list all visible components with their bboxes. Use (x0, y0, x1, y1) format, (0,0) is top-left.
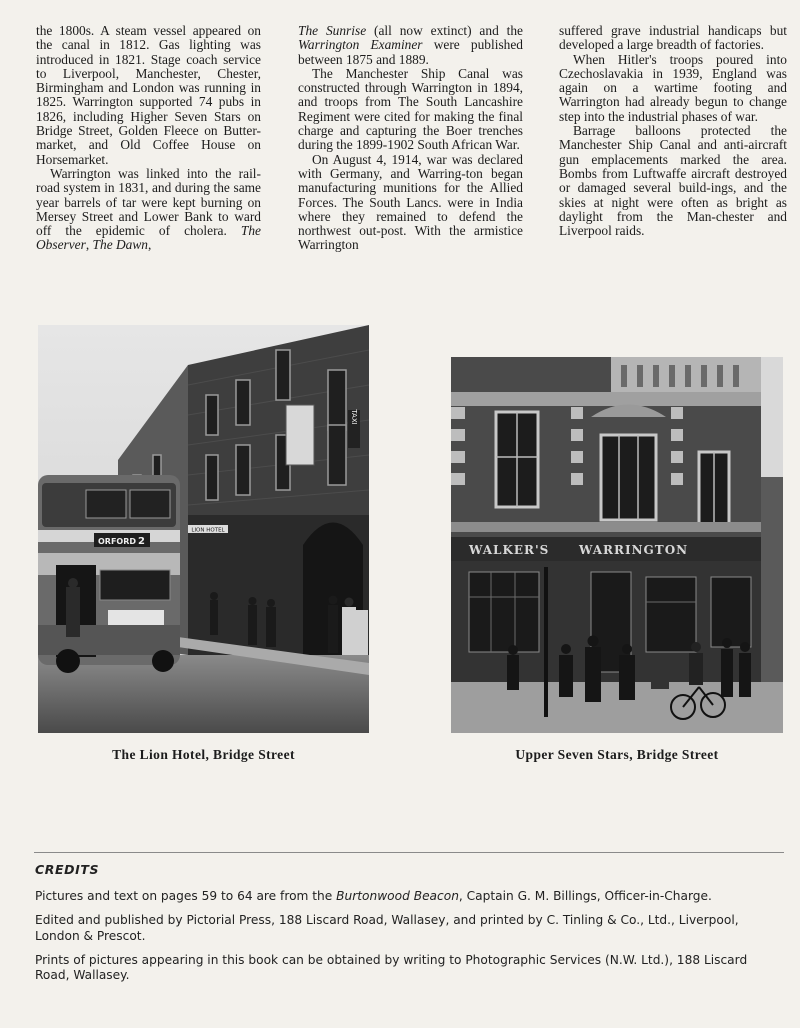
credits-publisher: Edited and published by Pictorial Press, 188 Liscard Road, Wallasey, and printed by C. Tinling & Co., Ltd., Liverpool, London & Prescot. (35, 913, 739, 943)
paragraph: Warrington was linked into the rail-road system in 1831, and during the same year barrels of tar were kept burning on Mersey Street and Lower Bank to ward off the epidemic of cholera. The Observer, The Dawn, (36, 165, 261, 253)
paragraph: suffered grave industrial handicaps but developed a large breadth of factories. (559, 24, 787, 53)
photo-caption-lion-hotel: The Lion Hotel, Bridge Street (112, 747, 295, 762)
paragraph: Barrage balloons protected the Manchester Ship Canal and anti-aircraft gun emplacements marked the area. Bombs from Luftwaffe aircraft destroyed or damaged several build-ings, and the skies at night were often as bright as daylight from the Man-chester and Liverpool raids. (559, 123, 787, 239)
text-column-1 (36, 24, 261, 274)
publication-title: The Dawn (92, 237, 148, 253)
bus-destination: ORFORD (98, 537, 137, 546)
lion-hotel-photo (38, 325, 369, 733)
photo-caption-seven-stars: Upper Seven Stars, Bridge Street (515, 747, 719, 762)
paragraph: On August 4, 1914, war was declared with Germany, and Warring-ton began manufacturing munitions for the Allied Forces. The South Lancs. were in India where they remained to defend the northwest out-post. With the armistice Warrington (298, 151, 523, 253)
publication-title: The Sunrise (298, 24, 367, 38)
publication-title: Warrington Examiner (298, 37, 423, 53)
credits-divider (34, 852, 784, 853)
credits-prints-info: Prints of pictures appearing in this book can be obtained by writing to Photographic Services (N.W. Ltd.), 188 Liscard Road, Wallasey. (35, 952, 748, 983)
credits-section (35, 862, 785, 992)
hotel-sign: LION HOTEL (191, 527, 225, 534)
publication-title: The Observer (36, 223, 261, 253)
bus-illustration (38, 475, 180, 673)
publication-title: Burtonwood Beacon (336, 889, 459, 904)
text-column-3 (559, 24, 787, 274)
paragraph: The Sunrise (all now extinct) and the Warrington Examiner were published between 1875 and 1889. (298, 24, 523, 67)
text-column-2 (298, 24, 523, 274)
article-columns (36, 24, 788, 274)
paragraph: The Manchester Ship Canal was constructed through Warrington in 1894, and troops from The South Lancashire Regiment were cited for making the final charge and capturing the Boer trenches during the 1899-1902 South African War. (298, 65, 523, 153)
credits-pictures-source: Pictures and text on pages 59 to 64 are from the Burtonwood Beacon, Captain G. M. Billings, Officer-in-Charge. (35, 889, 712, 904)
facade-sign-right: WARRINGTON (579, 543, 689, 557)
seven-stars-photo (451, 357, 783, 733)
bus-route-number: 2 (138, 536, 145, 547)
paragraph: the 1800s. A steam vessel appeared on the canal in 1812. Gas lighting was introduced in 1821. Stage coach service to Liverpool, Manchester, Chester, Birmingham and London was running in 1825. Warrington supported 74 pubs in 1826, including Higher Seven Stars on Bridge Street, Golden Fleece on Butter-market, and Old Coffee House on Horsemarket. (36, 24, 261, 167)
taxi-sign: TAXI (350, 409, 358, 425)
credits-heading: CREDITS (35, 862, 100, 877)
paragraph: When Hitler's troops poured into Czechoslavakia in 1939, England was again on a wartime footing and Warrington had already begun to change step into the industrial phases of war. (559, 51, 787, 124)
facade-sign-left: WALKER'S (469, 543, 550, 557)
